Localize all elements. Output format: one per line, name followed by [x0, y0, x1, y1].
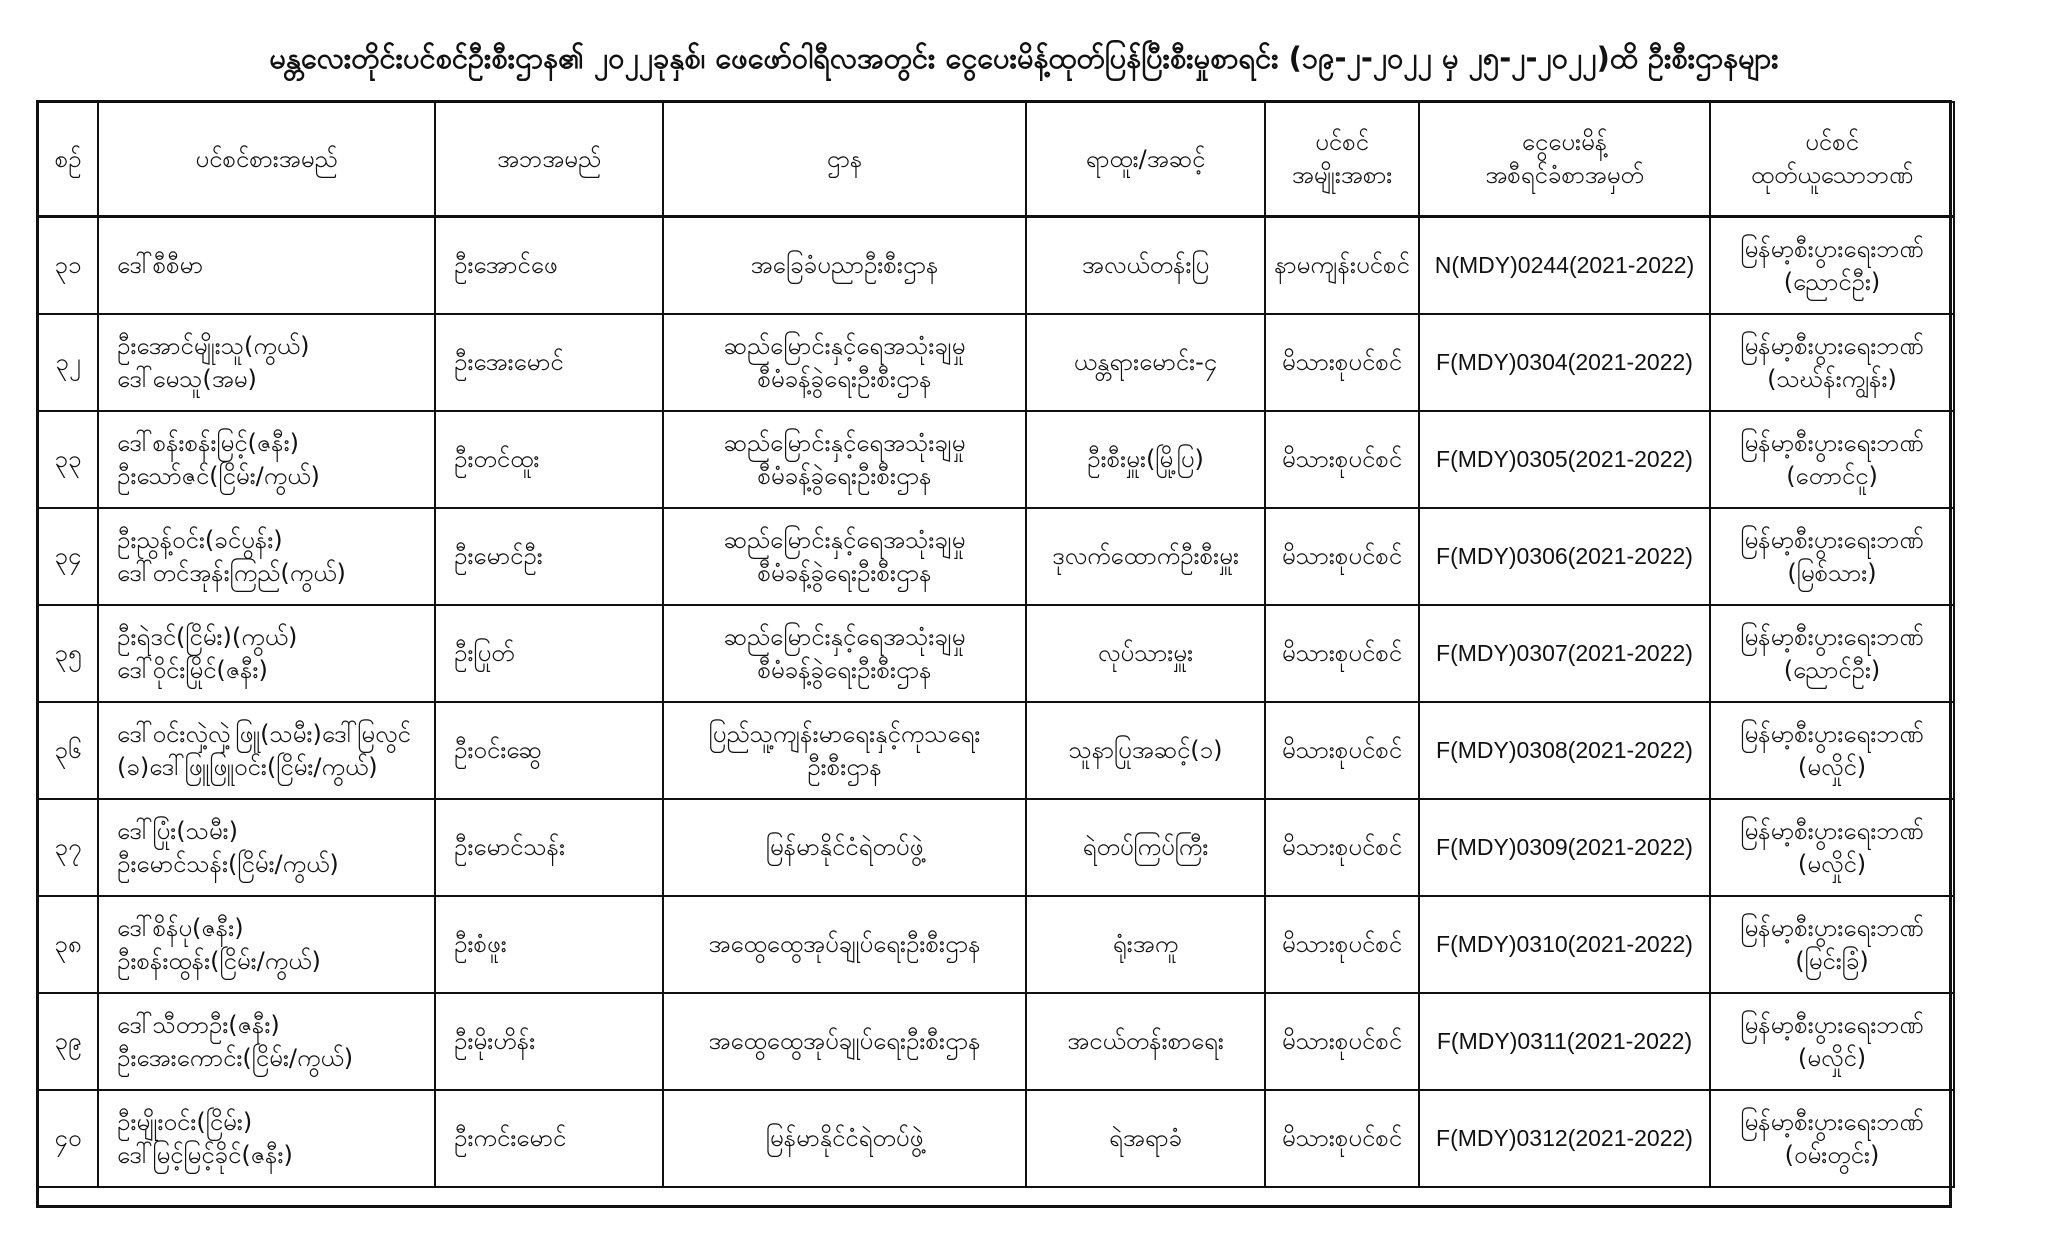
pension-type-cell: နာမကျန်းပင်စင် [1265, 217, 1419, 315]
serial-cell: ၃၇ [38, 799, 98, 896]
serial-cell: ၃၉ [38, 993, 98, 1090]
bank-line: (ဝမ်းတွင်း) [1784, 1140, 1880, 1169]
table-row [38, 217, 1954, 315]
department-cell [663, 993, 1026, 1090]
father-name-cell: ဦးစံဖူး [435, 896, 663, 993]
department-line: ဆည်မြောင်းနှင့်ရေအသုံးချမှု [723, 622, 966, 651]
pensioner-name-line: ဒေါ်ဝိုင်းမြိုင်(ဇနီး) [117, 655, 268, 684]
report-number-cell: F(MDY)0308(2021-2022) [1419, 702, 1710, 799]
department-line: ဆည်မြောင်းနှင့်ရေအသုံးချမှု [723, 331, 966, 360]
header-label-line: ပင်စင်စားအမည် [195, 144, 338, 173]
pensioner-name-line: ဒေါ်ဝင်းလှဲ့လှဲ့ဖြူ(သမီး)ဒေါ်မြလွင် [117, 719, 411, 748]
department-line: အထွေထွေအုပ်ချုပ်ရေးဦးစီးဌာန [708, 1027, 981, 1055]
pensioner-name-line: ဦးအောင်မျိုးသူ(ကွယ်) [117, 331, 310, 360]
bank-cell [1710, 314, 1954, 411]
serial-cell: ၃၈ [38, 896, 98, 993]
table-row [38, 993, 1954, 1090]
table-row [38, 314, 1954, 411]
bank-line: မြန်မာ့စီးပွားရေးဘဏ် [1740, 1107, 1924, 1136]
serial-cell: ၃၆ [38, 702, 98, 799]
department-line: အထွေထွေအုပ်ချုပ်ရေးဦးစီးဌာန [708, 930, 981, 958]
table-row [38, 702, 1954, 799]
table-row [38, 508, 1954, 605]
header-label-line: အဘအမည် [496, 144, 602, 173]
pensioner-name-cell [98, 605, 435, 702]
department-cell [663, 799, 1026, 896]
rank-cell: အလယ်တန်းပြ [1026, 217, 1265, 315]
department-cell [663, 605, 1026, 702]
header-serial [38, 102, 98, 217]
pensioner-name-line: (ခ)ဒေါ်ဖြူဖြူဝင်း(ငြိမ်း/ကွယ်) [117, 752, 378, 781]
bank-line: (ညောင်ဦး) [1783, 267, 1881, 296]
pensioner-name-line: ဒေါ်စန်းစန်းမြင့်(ဇနီး) [117, 428, 300, 457]
header-label-line: စဉ် [54, 144, 82, 173]
bank-cell [1710, 799, 1954, 896]
header-bank [1710, 102, 1954, 217]
department-cell [663, 1090, 1026, 1187]
pensioner-name-cell [98, 799, 435, 896]
department-line: ဆည်မြောင်းနှင့်ရေအသုံးချမှု [723, 525, 966, 554]
father-name-cell: ဦးအေးမောင် [435, 314, 663, 411]
pension-type-cell: မိသားစုပင်စင် [1265, 508, 1419, 605]
report-number-cell: F(MDY)0304(2021-2022) [1419, 314, 1710, 411]
department-cell [663, 217, 1026, 315]
pensioner-name-cell [98, 217, 435, 315]
header-father-name [435, 102, 663, 217]
serial-cell: ၃၁ [38, 217, 98, 315]
bank-cell [1710, 217, 1954, 315]
pensioner-name-cell [98, 508, 435, 605]
department-line: ဦးစီးဌာန [807, 752, 882, 781]
pension-type-cell: မိသားစုပင်စင် [1265, 799, 1419, 896]
rank-cell: ရုံးအကူ [1026, 896, 1265, 993]
department-line: အခြေခံပညာဦးစီးဌာန [750, 251, 939, 279]
report-number-cell: F(MDY)0307(2021-2022) [1419, 605, 1710, 702]
pensioner-name-cell [98, 1090, 435, 1187]
report-number-cell: F(MDY)0312(2021-2022) [1419, 1090, 1710, 1187]
pension-type-cell: မိသားစုပင်စင် [1265, 702, 1419, 799]
father-name-cell: ဦးပြုတ် [435, 605, 663, 702]
department-cell [663, 896, 1026, 993]
pensioner-name-cell [98, 411, 435, 508]
bank-line: (သဃ်န်းကျွန်း) [1767, 364, 1897, 393]
department-cell [663, 411, 1026, 508]
rank-cell: ဒုလက်ထောက်ဦးစီးမှူး [1026, 508, 1265, 605]
bank-line: (မလှိုင်) [1797, 849, 1867, 878]
pensioner-name-line: ဒေါ်စိန်ပု(ဇနီး) [117, 913, 244, 942]
bank-cell [1710, 605, 1954, 702]
bank-line: (မြစ်သား) [1787, 558, 1877, 587]
pensioner-name-line: ဦးမောင်သန်း(ငြိမ်း/ကွယ်) [117, 849, 339, 878]
pensioner-name-line: ဦးညွန့်ဝင်း(ခင်ပွန်း) [117, 525, 283, 554]
bank-cell [1710, 508, 1954, 605]
bank-line: (မလှိုင်) [1797, 752, 1867, 781]
header-label-line: အမျိုးအစား [1291, 161, 1393, 189]
department-line: မြန်မာနိုင်ငံရဲတပ်ဖွဲ့ [765, 1124, 924, 1152]
bank-cell [1710, 993, 1954, 1090]
bank-line: မြန်မာ့စီးပွားရေးဘဏ် [1740, 622, 1924, 651]
bank-cell [1710, 411, 1954, 508]
bank-line: မြန်မာ့စီးပွားရေးဘဏ် [1740, 428, 1924, 457]
bank-line: (မြင်းခြံ) [1795, 946, 1869, 975]
header-pensioner-name [98, 102, 435, 217]
department-cell [663, 508, 1026, 605]
serial-cell: ၃၂ [38, 314, 98, 411]
pensioner-name-cell [98, 993, 435, 1090]
bank-line: မြန်မာ့စီးပွားရေးဘဏ် [1740, 331, 1924, 360]
father-name-cell: ဦးမောင်သန်း [435, 799, 663, 896]
father-name-cell: ဦးကင်းမောင် [435, 1090, 663, 1187]
report-number-cell: F(MDY)0310(2021-2022) [1419, 896, 1710, 993]
table-row [38, 799, 1954, 896]
pensioner-name-line: ဒေါ်မြင့်မြင့်ခိုင်(ဇနီး) [117, 1140, 293, 1169]
pensioner-name-line: ဦးရဲဒင်(ငြိမ်း)(ကွယ်) [117, 622, 298, 651]
father-name-cell: ဦးအောင်ဖေ [435, 217, 663, 315]
bank-line: (တောင်ငူ) [1786, 461, 1878, 490]
father-name-cell: ဦးဝင်းဆွေ [435, 702, 663, 799]
header-label-line: ပင်စင် [1805, 128, 1859, 156]
pension-type-cell: မိသားစုပင်စင် [1265, 314, 1419, 411]
serial-cell: ၃၃ [38, 411, 98, 508]
bank-line: မြန်မာ့စီးပွားရေးဘဏ် [1740, 913, 1924, 942]
pension-table [37, 101, 1955, 1188]
pensioner-name-cell [98, 314, 435, 411]
pension-type-cell: မိသားစုပင်စင် [1265, 1090, 1419, 1187]
father-name-cell: ဦးတင်ထူး [435, 411, 663, 508]
pensioner-name-line: ဒေါ်မေသူ(အမ) [117, 364, 257, 393]
report-number-cell: F(MDY)0305(2021-2022) [1419, 411, 1710, 508]
serial-cell: ၃၄ [38, 508, 98, 605]
bank-cell [1710, 1090, 1954, 1187]
pensioner-name-cell [98, 702, 435, 799]
table-body [38, 217, 1954, 1188]
pensioner-name-line: ဦးမျိုးဝင်း(ငြိမ်း) [117, 1107, 253, 1136]
document-title: မန္တလေးတိုင်းပင်စင်ဦးစီးဌာန၏ ၂၀၂၂ခုနှစ်၊ ဖေဖော်ဝါရီလအတွင်း ငွေပေးမိန့်ထုတ်ပြန်ပြီးစီးမှုစာရင်း (၁၉-၂-၂၀၂၂ မှ ၂၅-၂-၂၀၂၂)ထိ ဦးစီးဌာနများ [269, 41, 1779, 75]
rank-cell: သူနာပြုအဆင့်(၁) [1026, 702, 1265, 799]
table-header-row [38, 102, 1954, 217]
pensioner-name-cell [98, 896, 435, 993]
pensioner-name-line: ဒေါ်တင်အုန်းကြည်(ကွယ်) [117, 558, 346, 587]
department-line: ပြည်သူ့ကျန်းမာရေးနှင့်ကုသရေး [708, 719, 981, 748]
rank-cell: ရဲတပ်ကြပ်ကြီး [1026, 799, 1265, 896]
bank-line: မြန်မာ့စီးပွားရေးဘဏ် [1740, 719, 1924, 748]
pensioner-name-line: ဦးသော်ဇင်(ငြိမ်း/ကွယ်) [117, 461, 320, 490]
pensioner-name-line: ဒေါ်စီစီမာ [117, 251, 204, 279]
table-row [38, 605, 1954, 702]
header-rank [1026, 102, 1265, 217]
pension-type-cell: မိသားစုပင်စင် [1265, 411, 1419, 508]
pension-type-cell: မိသားစုပင်စင် [1265, 993, 1419, 1090]
serial-cell: ၃၅ [38, 605, 98, 702]
pension-type-cell: မိသားစုပင်စင် [1265, 896, 1419, 993]
header-report-number [1419, 102, 1710, 217]
department-line: စီမံခန့်ခွဲရေးဦးစီးဌာန [757, 364, 932, 393]
header-label-line: ပင်စင် [1315, 128, 1369, 156]
header-label-line: ရာထူး/အဆင့် [1085, 144, 1206, 173]
table-row [38, 896, 1954, 993]
report-number-cell: F(MDY)0306(2021-2022) [1419, 508, 1710, 605]
rank-cell: ဦးစီးမှူး(မြို့ပြ) [1026, 411, 1265, 508]
bank-line: မြန်မာ့စီးပွားရေးဘဏ် [1740, 525, 1924, 554]
header-label-line: ငွေပေးမိန့် [1521, 128, 1608, 156]
header-label-line: အစီရင်ခံစာအမှတ် [1485, 161, 1644, 189]
report-number-cell: N(MDY)0244(2021-2022) [1419, 217, 1710, 315]
bank-line: မြန်မာ့စီးပွားရေးဘဏ် [1740, 1010, 1924, 1039]
father-name-cell: ဦးမောင်ဦး [435, 508, 663, 605]
bank-line: မြန်မာ့စီးပွားရေးဘဏ် [1740, 816, 1924, 845]
department-line: စီမံခန့်ခွဲရေးဦးစီးဌာန [757, 558, 932, 587]
pensioner-name-line: ဒေါ်သီတာဦး(ဇနီး) [117, 1010, 280, 1039]
header-pension-type [1265, 102, 1419, 217]
bank-line: မြန်မာ့စီးပွားရေးဘဏ် [1740, 234, 1924, 263]
rank-cell: ယန္တရားမောင်း-၄ [1026, 314, 1265, 411]
pensioner-name-line: ဦးအေးကောင်း(ငြိမ်း/ကွယ်) [117, 1043, 354, 1072]
department-line: စီမံခန့်ခွဲရေးဦးစီးဌာန [757, 655, 932, 684]
department-cell [663, 314, 1026, 411]
rank-cell: အငယ်တန်းစာရေး [1026, 993, 1265, 1090]
rank-cell: ရဲအရာခံ [1026, 1090, 1265, 1187]
pensioner-name-line: ဒေါ်ပြုံး(သမီး) [117, 816, 238, 845]
serial-cell: ၄၀ [38, 1090, 98, 1187]
header-department [663, 102, 1026, 217]
father-name-cell: ဦးမိုးဟိန်း [435, 993, 663, 1090]
department-line: စီမံခန့်ခွဲရေးဦးစီးဌာန [757, 461, 932, 490]
header-label-line: ထုတ်ယူသောဘဏ် [1750, 161, 1914, 189]
bank-line: (ညောင်ဦး) [1783, 655, 1881, 684]
bank-cell [1710, 896, 1954, 993]
department-cell [663, 702, 1026, 799]
report-number-cell: F(MDY)0311(2021-2022) [1419, 993, 1710, 1090]
table-row [38, 411, 1954, 508]
header-label-line: ဌာန [826, 144, 863, 173]
bank-cell [1710, 702, 1954, 799]
pension-type-cell: မိသားစုပင်စင် [1265, 605, 1419, 702]
department-line: မြန်မာနိုင်ငံရဲတပ်ဖွဲ့ [765, 833, 924, 861]
department-line: ဆည်မြောင်းနှင့်ရေအသုံးချမှု [723, 428, 966, 457]
report-number-cell: F(MDY)0309(2021-2022) [1419, 799, 1710, 896]
table-row [38, 1090, 1954, 1187]
bank-line: (မလှိုင်) [1797, 1043, 1867, 1072]
rank-cell: လုပ်သားမှူး [1026, 605, 1265, 702]
pensioner-name-line: ဦးစန်းထွန်း(ငြိမ်း/ကွယ်) [117, 946, 321, 975]
